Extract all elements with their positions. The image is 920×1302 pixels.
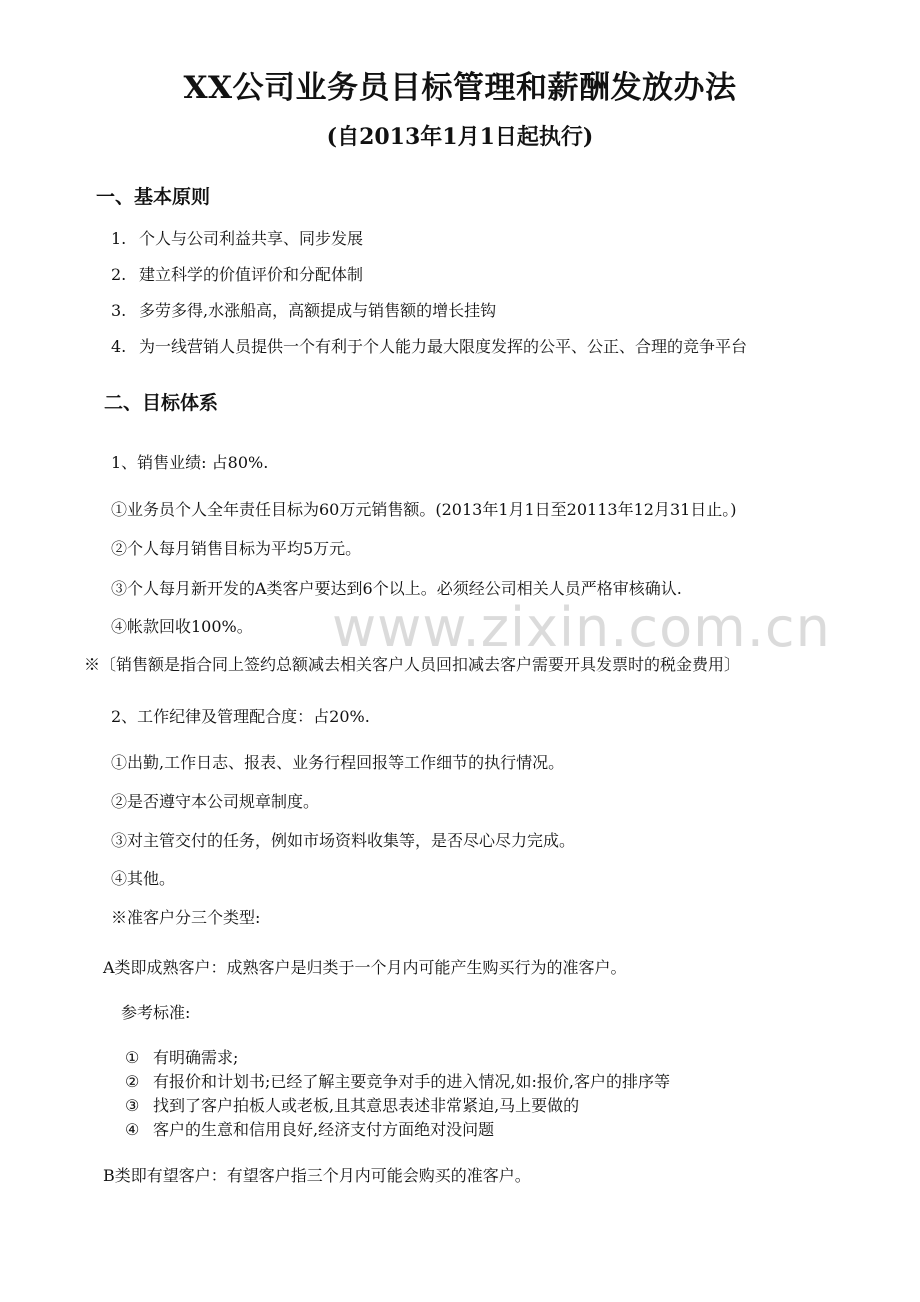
list-number: ② [125,1072,140,1091]
list-item [125,1093,579,1116]
list-item [125,1117,494,1140]
paragraph: ②是否遵守本公司规章制度。 [111,792,320,811]
list-text: 客户的生意和信用良好,经济支付方面绝对没问题 [153,1120,495,1139]
list-number: 4. [111,337,127,356]
criteria-label: 参考标准: [121,1003,191,1022]
watermark: www.zixin.com.cn [332,596,831,659]
paragraph: ④其他。 [111,869,176,888]
paragraph: ①出勤,工作日志、报表、业务行程回报等工作细节的执行情况。 [111,753,565,772]
subsection-heading-discipline: 2、工作纪律及管理配合度：占20%. [111,707,370,726]
list-text: 为一线营销人员提供一个有利于个人能力最大限度发挥的公平、公正、合理的竞争平台 [139,337,748,356]
document-subtitle: (自2013年1月1日起执行) [326,124,594,150]
list-item [111,226,363,249]
list-item [111,262,363,285]
list-item [125,1045,238,1068]
list-number: ③ [125,1096,140,1115]
list-text: 个人与公司利益共享、同步发展 [139,229,364,248]
list-number: ① [125,1048,140,1067]
document-title: XX公司业务员目标管理和薪酬发放办法 [183,70,737,106]
paragraph: ③对主管交付的任务，例如市场资料收集等，是否尽心尽力完成。 [111,831,576,850]
list-text: 有报价和计划书;已经了解主要竞争对手的进入情况,如:报价,客户的排序等 [153,1072,670,1091]
note-paragraph: ※准客户分三个类型: [111,908,261,927]
note-paragraph: ※〔销售额是指合同上签约总额减去相关客户人员回扣减去客户需要开具发票时的税金费用〕 [84,655,741,674]
list-number: 3. [111,301,127,320]
list-text: 有明确需求; [153,1048,239,1067]
list-item [111,298,496,321]
section-heading-principles: 一、基本原则 [96,186,211,208]
paragraph-type-a: A类即成熟客户：成熟客户是归类于一个月内可能产生购买行为的准客户。 [103,958,627,977]
subsection-heading-sales: 1、销售业绩: 占80%. [111,453,269,472]
paragraph: ②个人每月销售目标为平均5万元。 [111,539,362,558]
list-number: 1. [111,229,127,248]
paragraph: ④帐款回收100%。 [111,617,253,636]
paragraph-type-b: B类即有望客户：有望客户指三个月内可能会购买的准客户。 [103,1166,531,1185]
list-number: 2. [111,265,127,284]
section-heading-targets: 二、目标体系 [104,392,219,414]
paragraph: ①业务员个人全年责任目标为60万元销售额。(2013年1月1日至20113年12月31日止。) [111,500,737,519]
list-item [111,334,747,357]
list-text: 找到了客户拍板人或老板,且其意思表述非常紧迫,马上要做的 [153,1096,580,1115]
list-text: 多劳多得,水涨船高，高额提成与销售额的增长挂钩 [139,301,497,320]
list-item [125,1069,670,1092]
list-text: 建立科学的价值评价和分配体制 [139,265,364,284]
paragraph: ③个人每月新开发的A类客户要达到6个以上。必须经公司相关人员严格审核确认. [111,579,682,598]
list-number: ④ [125,1120,140,1139]
